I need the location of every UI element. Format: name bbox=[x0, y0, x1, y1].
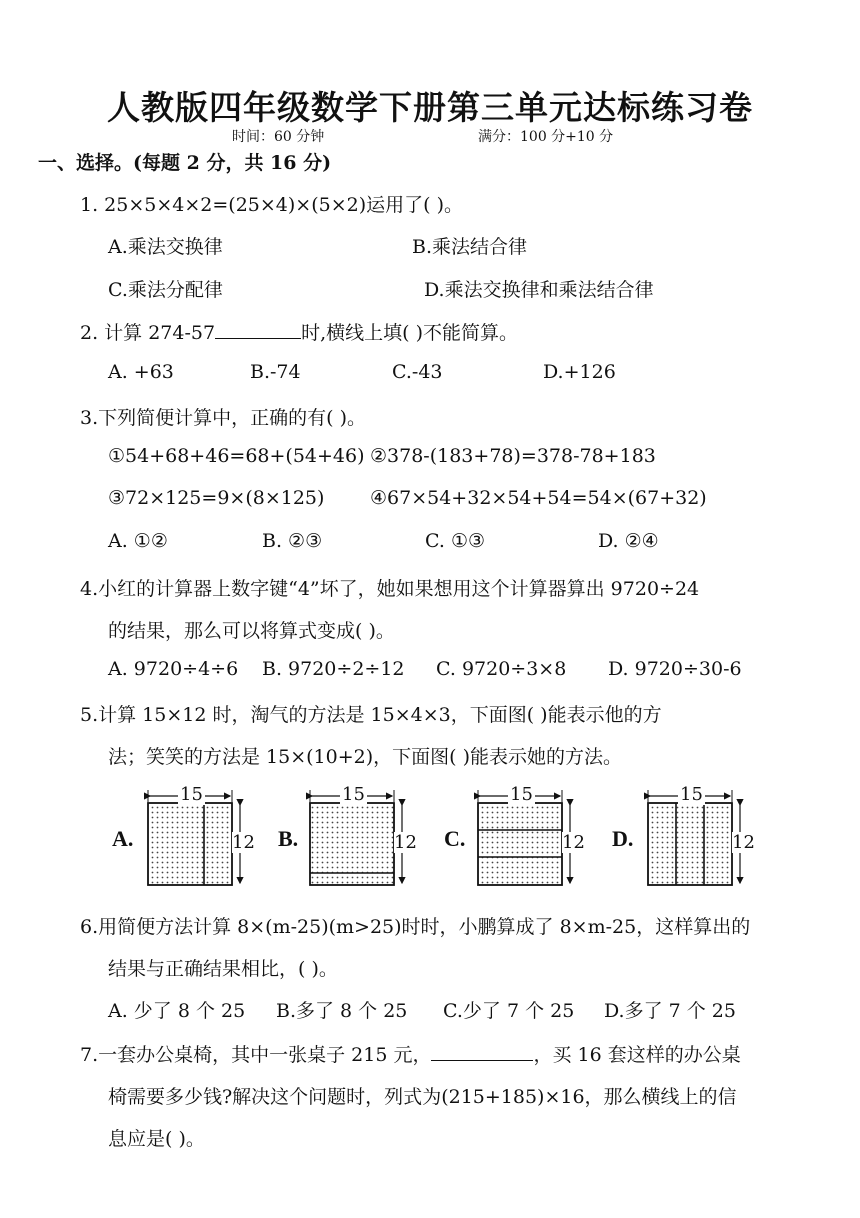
q4-option-c: C. 9720÷3×8 bbox=[436, 658, 567, 680]
q6-option-a: A. 少了 8 个 25 bbox=[108, 1000, 246, 1022]
q1-option-d: D.乘法交换律和乘法结合律 bbox=[424, 279, 654, 301]
q2-option-d: D.+126 bbox=[543, 361, 616, 383]
section-heading: 一、选择。(每题 2 分，共 16 分) bbox=[38, 152, 332, 174]
q2-option-c: C.-43 bbox=[392, 361, 443, 383]
q3-option-c: C. ①③ bbox=[425, 530, 486, 552]
page-title: 人教版四年级数学下册第三单元达标练习卷 bbox=[107, 88, 753, 127]
q3-statement-1: ①54+68+46=68+(54+46) bbox=[108, 445, 365, 467]
question-2-stem-start: 2. 计算 274-57 bbox=[80, 322, 216, 344]
q1-option-a: A.乘法交换律 bbox=[108, 236, 223, 258]
q3-option-b: B. ②③ bbox=[262, 530, 323, 552]
q6-option-c: C.少了 7 个 25 bbox=[443, 1000, 575, 1022]
figure-c-letter: C. bbox=[444, 826, 466, 851]
question-6-line-2: 结果与正确结果相比，( )。 bbox=[108, 958, 338, 980]
q3-option-d: D. ②④ bbox=[598, 530, 659, 552]
figure-d-width: 15 bbox=[680, 784, 703, 805]
question-7-line-1-start: 7.一套办公桌椅，其中一张桌子 215 元， bbox=[80, 1044, 432, 1066]
question-5-line-1: 5.计算 15×12 时，淘气的方法是 15×4×3，下面图( )能表示他的方 bbox=[80, 704, 662, 726]
figure-b-width: 15 bbox=[342, 784, 365, 805]
exam-score: 满分：100 分+10 分 bbox=[478, 129, 614, 145]
q2-option-b: B.-74 bbox=[250, 361, 301, 383]
question-4-line-1: 4.小红的计算器上数字键“4”坏了，她如果想用这个计算器算出 9720÷24 bbox=[80, 578, 700, 600]
question-7-line-1 bbox=[80, 1040, 741, 1067]
q3-statement-4: ④67×54+32×54+54=54×(67+32) bbox=[370, 487, 707, 509]
question-3-stem: 3.下列简便计算中，正确的有( )。 bbox=[80, 407, 366, 429]
q6-option-d: D.多了 7 个 25 bbox=[604, 1000, 736, 1022]
figure-a-height: 12 bbox=[232, 832, 255, 853]
figure-a-letter: A. bbox=[112, 826, 134, 851]
question-4-line-2: 的结果，那么可以将算式变成( )。 bbox=[108, 620, 395, 642]
question-5-line-2: 法；笑笑的方法是 15×(10+2)，下面图( )能表示她的方法。 bbox=[108, 746, 623, 768]
exam-time: 时间：60 分钟 bbox=[232, 129, 325, 145]
figure-c-width: 15 bbox=[510, 784, 533, 805]
q4-option-a: A. 9720÷4÷6 bbox=[108, 658, 239, 680]
q4-option-b: B. 9720÷2÷12 bbox=[262, 658, 405, 680]
figure-d-height: 12 bbox=[732, 832, 755, 853]
question-7-line-2: 椅需要多少钱?解决这个问题时，列式为(215+185)×16，那么横线上的信 bbox=[108, 1086, 737, 1108]
question-1-stem: 1. 25×5×4×2=(25×4)×(5×2)运用了( )。 bbox=[80, 194, 464, 216]
question-7-line-1-end: ，买 16 套这样的办公桌 bbox=[533, 1044, 741, 1066]
figure-a-width: 15 bbox=[180, 784, 203, 805]
figure-c-height: 12 bbox=[562, 832, 585, 853]
figure-d-letter: D. bbox=[612, 826, 634, 851]
q3-option-a: A. ①② bbox=[108, 530, 168, 552]
q3-statement-3: ③72×125=9×(8×125) bbox=[108, 487, 325, 509]
q4-option-d: D. 9720÷30-6 bbox=[608, 658, 742, 680]
question-2-stem-end: 时,横线上填( )不能简算。 bbox=[301, 322, 518, 344]
q1-option-b: B.乘法结合律 bbox=[412, 236, 528, 258]
q1-option-c: C.乘法分配律 bbox=[108, 279, 223, 301]
q3-statement-2: ②378-(183+78)=378-78+183 bbox=[370, 445, 656, 467]
q2-option-a: A. +63 bbox=[108, 361, 174, 383]
q6-option-b: B.多了 8 个 25 bbox=[276, 1000, 408, 1022]
figure-b-letter: B. bbox=[278, 826, 299, 851]
question-6-line-1: 6.用简便方法计算 8×(m-25)(m>25)时时，小鹏算成了 8×m-25，这样算出的 bbox=[80, 916, 751, 938]
question-7-line-3: 息应是( )。 bbox=[108, 1128, 205, 1150]
figure-b-height: 12 bbox=[394, 832, 417, 853]
answer-blank bbox=[431, 1059, 533, 1061]
